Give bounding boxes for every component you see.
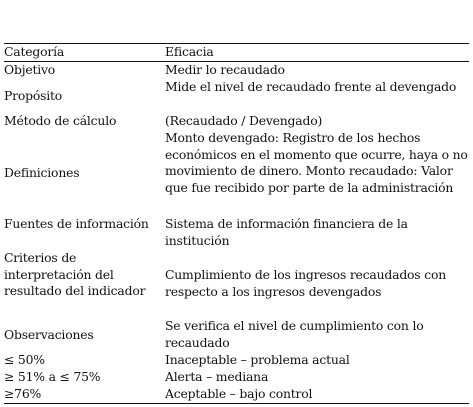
row-value: Aceptable – bajo control	[165, 386, 313, 401]
row-category: ≥ 51% a ≤ 75%	[4, 369, 101, 384]
table-header-row	[4, 44, 469, 62]
table-row-range-mid	[4, 369, 469, 386]
row-value: Medir lo recaudado	[165, 62, 285, 77]
table-row-proposito	[4, 79, 469, 113]
table-row-metodo	[4, 113, 469, 130]
row-category: ≥76%	[4, 386, 42, 401]
row-value: Inaceptable – problema actual	[165, 352, 350, 367]
row-value: Monto devengado: Registro de los hechos económicos en el momento que ocurre, haya o no movimiento de dinero. Monto recaudado: Valor que fue recibido por parte de la administración	[165, 130, 468, 195]
table-row-definiciones	[4, 130, 469, 216]
table-row-objetivo	[4, 62, 469, 79]
row-value: Alerta – mediana	[165, 369, 269, 384]
row-category: Criterios de interpretación del resultado del indicador	[4, 250, 146, 299]
row-category: Observaciones	[4, 326, 94, 342]
row-value: Cumplimiento de los ingresos recaudados con respecto a los ingresos devengados	[165, 267, 446, 299]
table-row-criterios	[4, 250, 469, 318]
table-row-range-high	[4, 386, 469, 403]
table-row-fuentes	[4, 216, 469, 250]
row-category: ≤ 50%	[4, 352, 45, 367]
table-row-range-low	[4, 352, 469, 369]
header-category: Categoría	[4, 44, 65, 59]
row-value: Mide el nivel de recaudado frente al devengado	[165, 79, 457, 94]
table-bottom-rule	[4, 403, 469, 404]
row-value: Sistema de información financiera de la institución	[165, 216, 408, 248]
row-category: Definiciones	[4, 164, 80, 180]
table-row-observaciones	[4, 318, 469, 352]
row-value: Se verifica el nivel de cumplimiento con lo recaudado	[165, 318, 424, 350]
row-value: (Recaudado / Devengado)	[165, 113, 323, 128]
row-category: Propósito	[4, 87, 63, 103]
header-value: Eficacia	[165, 44, 214, 59]
row-category: Fuentes de información	[4, 216, 149, 231]
row-category: Objetivo	[4, 62, 56, 77]
row-category: Método de cálculo	[4, 113, 117, 128]
